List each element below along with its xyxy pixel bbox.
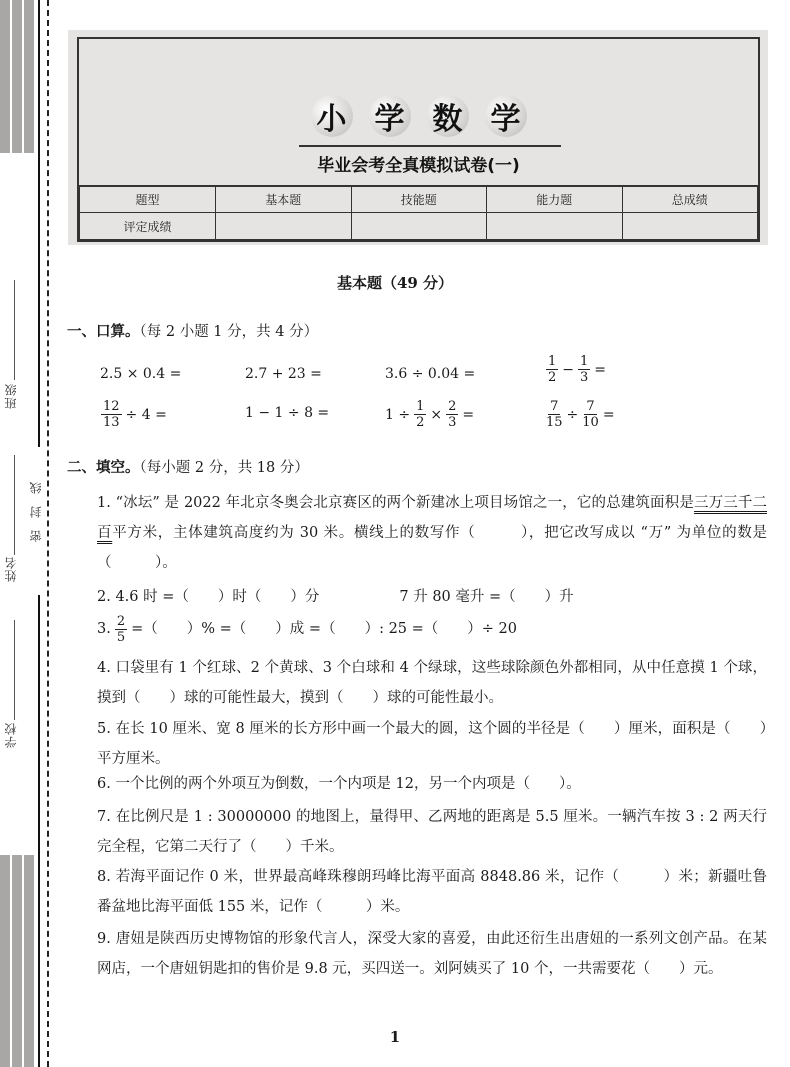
score-cell-ability[interactable] <box>487 213 623 240</box>
calc-item <box>545 355 606 384</box>
q2-item-5: 5. 在长 10 厘米、宽 8 厘米的长方形中画一个最大的圆，这个圆的半径是（ ）厘米，面积是（ ）平方厘米。 <box>97 721 767 767</box>
q2-item-8: 8. 若海平面记作 0 米，世界最高峰珠穆朗玛峰比海平面高 8848.86 米，记作（ ）米；新疆吐鲁番盆地比海平面低 155 米，记作（ ）米。 <box>97 869 767 915</box>
operator: ÷ <box>566 406 579 423</box>
q2-item-7: 7. 在比例尺是 1 : 30000000 的地图上，量得甲、乙两地的距离是 5.5 厘米。一辆汽车按 3 : 2 两天行完全程，它第二天行了（ ）千米。 <box>97 809 767 855</box>
calc-expression: 2.7 + 23 = <box>245 366 322 382</box>
school-underline[interactable] <box>14 620 15 720</box>
fraction: $\frac{2}{3}$ <box>448 399 457 430</box>
q2-item-number: 3. <box>97 621 111 637</box>
score-cell-total[interactable] <box>622 213 758 240</box>
page-number: 1 <box>389 1028 401 1046</box>
q1-title: 一、口算。 <box>67 323 140 340</box>
q2-item-2 <box>67 582 767 612</box>
calc-expression: 1 ÷ <box>385 406 411 423</box>
title-divider <box>299 145 561 147</box>
equals: = <box>594 361 607 378</box>
q2-heading <box>67 456 309 477</box>
class-label: 班级 <box>4 383 18 409</box>
calc-item <box>245 405 329 421</box>
binding-line <box>38 595 40 1067</box>
score-header-cell: 技能题 <box>351 186 487 213</box>
q2-item-text: 7 升 80 毫升 =（ ）升 <box>399 589 574 605</box>
school-label: 学校 <box>4 722 18 748</box>
binding-line <box>38 0 40 447</box>
q1-note: （每 2 小题 1 分，共 4 分） <box>139 324 319 340</box>
equals: = <box>462 406 475 423</box>
fraction: $\frac{7}{10}$ <box>582 399 599 430</box>
score-table-row <box>80 213 758 240</box>
calc-item <box>385 366 475 382</box>
q2-title: 二、填空。 <box>67 459 140 476</box>
q2-item-4: 4. 口袋里有 1 个红球、2 个黄球、3 个白球和 4 个绿球，这些球除颜色外都相同，从中任意摸 1 个球，摸到（ ）球的可能性最大，摸到（ ）球的可能性最小。 <box>97 660 767 706</box>
fraction: $\frac{1}{2}$ <box>548 354 557 385</box>
calc-item <box>100 366 181 382</box>
q1-heading <box>67 320 318 341</box>
section-title: 基本题（49 分） <box>336 274 454 292</box>
calc-item <box>385 400 474 429</box>
calc-expression: 2.5 × 0.4 = <box>100 366 182 382</box>
score-header-cell: 总成绩 <box>622 186 758 213</box>
q2-note: （每小题 2 分，共 18 分） <box>139 460 309 476</box>
score-cell-skill[interactable] <box>351 213 487 240</box>
q2-item-text: 平方米，主体建筑高度约为 30 米。横线上的数写作（ ），把它改写成以 “万” 为单位的数是（ ）。 <box>97 525 768 571</box>
q2-item-1 <box>67 488 767 578</box>
underlined-number: 三万三千二百 <box>97 495 767 541</box>
score-cell-basic[interactable] <box>216 213 352 240</box>
equals: = <box>602 406 615 423</box>
title-char: 学 <box>485 95 527 137</box>
fraction: $\frac{1}{2}$ <box>416 399 425 430</box>
calc-expression: ÷ 4 = <box>125 406 167 423</box>
score-table-header-row <box>80 186 758 213</box>
title-char: 小 <box>311 95 353 137</box>
seal-line-label: 密封线 <box>29 470 43 542</box>
score-table <box>79 185 758 241</box>
q2-item-text: 2. 4.6 时 =（ ）时（ ）分 <box>97 589 320 605</box>
calc-expression: 3.6 ÷ 0.04 = <box>385 366 476 382</box>
title-char: 学 <box>369 95 411 137</box>
q2-item-text: =（ ）% =（ ）成 =（ ）: 25 =（ ）÷ 20 <box>131 621 517 637</box>
title-char: 数 <box>427 95 469 137</box>
name-underline[interactable] <box>14 455 15 555</box>
seal-dashed-line <box>47 0 49 1067</box>
q2-item-9: 9. 唐妞是陕西历史博物馆的形象代言人，深受大家的喜爱，由此还衍生出唐妞的一系列文创产品。在某网店，一个唐妞钥匙扣的售价是 9.8 元，买四送一。刘阿姨买了 10 个，一共需要花（ ）元。 <box>97 931 767 977</box>
fraction: $\frac{1}{3}$ <box>580 354 589 385</box>
exam-title <box>79 95 758 137</box>
calc-item <box>100 400 167 429</box>
header-frame <box>77 37 760 242</box>
operator: − <box>562 361 575 378</box>
operator: × <box>430 406 443 423</box>
score-header-cell: 基本题 <box>216 186 352 213</box>
score-header-cell: 能力题 <box>487 186 623 213</box>
q2-item-6: 6. 一个比例的两个外项互为倒数，一个内项是 12，另一个内项是（ ）。 <box>97 776 581 792</box>
calc-expression: 1 − 1 ÷ 8 = <box>245 405 330 421</box>
calc-item <box>245 366 322 382</box>
q2-item-3 <box>67 614 767 644</box>
binding-stripes-top <box>0 0 34 153</box>
fraction: $\frac{2}{5}$ <box>116 613 126 645</box>
class-underline <box>14 280 15 380</box>
fraction: $\frac{7}{15}$ <box>546 399 563 430</box>
name-label: 姓名 <box>4 556 18 582</box>
fraction: $\frac{12}{13}$ <box>103 399 120 430</box>
score-row-label: 评定成绩 <box>80 213 216 240</box>
calc-item <box>545 400 615 429</box>
q2-item-text: 1. “冰坛” 是 2022 年北京冬奥会北京赛区的两个新建冰上项目场馆之一，它的总建筑面积是 <box>97 495 694 511</box>
exam-subtitle: 毕业会考全真模拟试卷(一) <box>317 156 520 176</box>
exam-header <box>68 30 768 245</box>
score-header-cell: 题型 <box>80 186 216 213</box>
